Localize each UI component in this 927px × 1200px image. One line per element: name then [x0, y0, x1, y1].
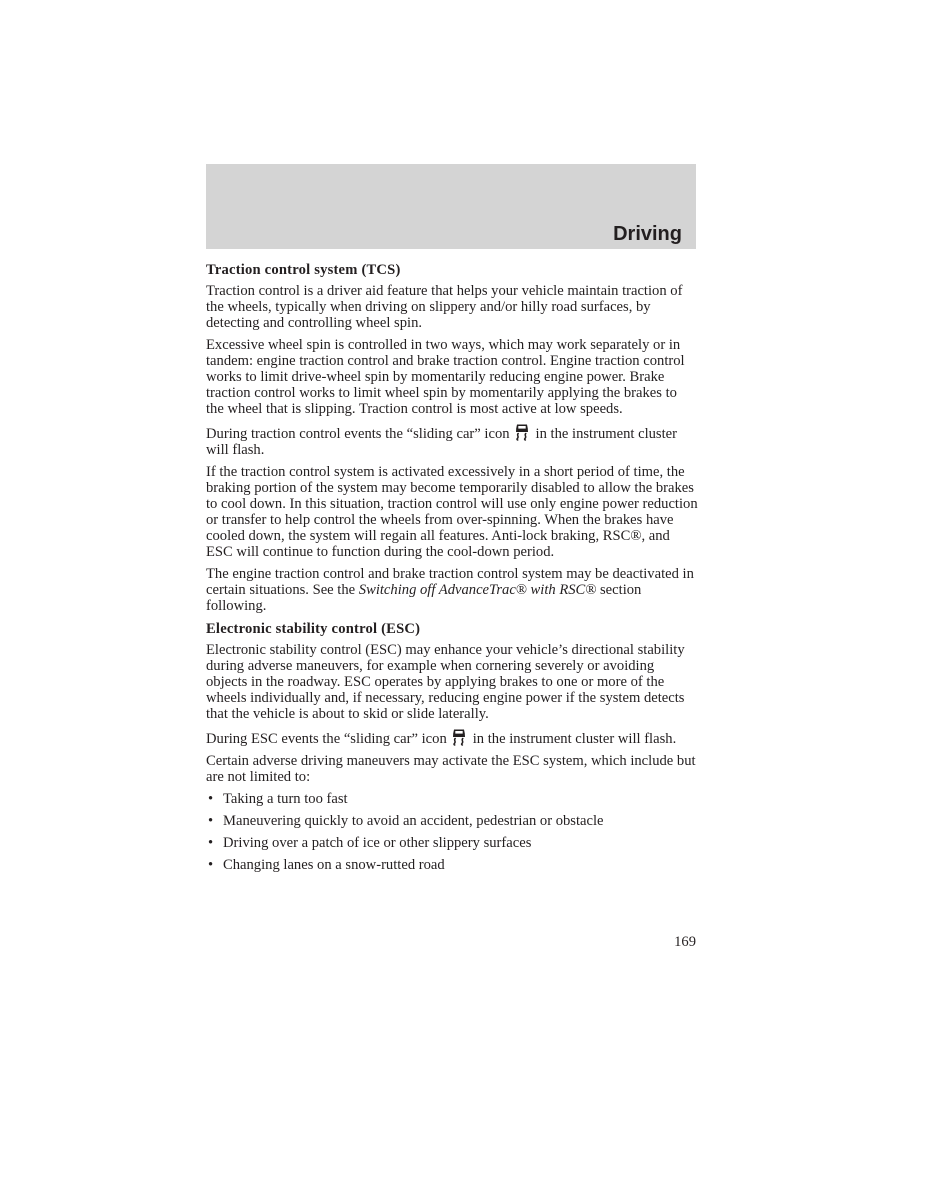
list-item [206, 835, 698, 851]
list-item [206, 791, 698, 807]
section-header-band [206, 164, 696, 249]
list-item [206, 813, 698, 829]
list-item-text: Maneuvering quickly to avoid an accident, pedestrian or obstacle [223, 813, 604, 829]
list-item-text: Driving over a patch of ice or other slippery surfaces [223, 835, 532, 851]
sliding-car-icon [514, 423, 530, 441]
esc-paragraph-2 [206, 728, 698, 747]
tcs-paragraph-4: If the traction control system is activated excessively in a short period of time, the braking portion of the system may become temporarily disabled to allow the brakes to cool down. In this situation, traction control will use only engine power reduction or transfer to help control the wheels from over-spinning. When the brakes have cooled down, the system will regain all features. Anti-lock braking, RSC®, and ESC will continue to function during the cool-down period. [206, 464, 698, 560]
section-title: Driving [613, 223, 682, 245]
tcs-p3-text-after: in the instrument cluster will flash. [206, 426, 677, 458]
tcs-p5-text-after: section following. [206, 582, 642, 614]
cross-reference: Switching off AdvanceTrac® with RSC® [358, 582, 597, 598]
esc-paragraph-1: Electronic stability control (ESC) may enhance your vehicle’s directional stability during adverse maneuvers, for example when cornering severely or avoiding objects in the roadway. ESC operates by applying brakes to one or more of the wheels individually and, if necessary, reducing engine power if the system detects that the vehicle is about to skid or slide laterally. [206, 642, 685, 722]
tcs-p3-text-before: During traction control events the “sliding car” icon [206, 426, 510, 442]
bullet-mark: • [208, 835, 214, 851]
sliding-car-icon [451, 728, 467, 746]
esc-p2-text-before: During ESC events the “sliding car” icon [206, 731, 447, 747]
bullet-mark: • [208, 813, 214, 829]
esc-p2-text-after: in the instrument cluster will flash. [472, 731, 677, 747]
bullet-mark: • [208, 857, 214, 873]
tcs-paragraph-5 [206, 566, 698, 614]
page-number: 169 [674, 934, 696, 950]
tcs-paragraph-3 [206, 423, 698, 458]
esc-heading: Electronic stability control (ESC) [206, 621, 421, 637]
list-item-text: Taking a turn too fast [223, 791, 348, 807]
bullet-mark: • [208, 791, 214, 807]
tcs-paragraph-2: Excessive wheel spin is controlled in two ways, which may work separately or in tandem: engine traction control and brake traction control. Engine traction control works to limit drive-wheel spin by momentarily reducing engine power. Brake traction control works to limit wheel spin by momentarily applying the brakes to the wheel that is slipping. Traction control is most active at low speeds. [206, 337, 685, 417]
esc-paragraph-3: Certain adverse driving maneuvers may activate the ESC system, which include but are not limited to: [206, 753, 696, 785]
tcs-paragraph-1: Traction control is a driver aid feature that helps your vehicle maintain traction of the wheels, typically when driving on slippery and/or hilly road surfaces, by detecting and controlling wheel spin. [206, 283, 683, 331]
tcs-heading: Traction control system (TCS) [206, 262, 401, 278]
list-item-text: Changing lanes on a snow-rutted road [223, 857, 445, 873]
tcs-p5-text-before: The engine traction control and brake traction control system may be deactivated in certain situations. See the [206, 566, 694, 598]
page-content [206, 261, 698, 879]
esc-maneuver-list [206, 791, 698, 873]
list-item [206, 857, 698, 873]
